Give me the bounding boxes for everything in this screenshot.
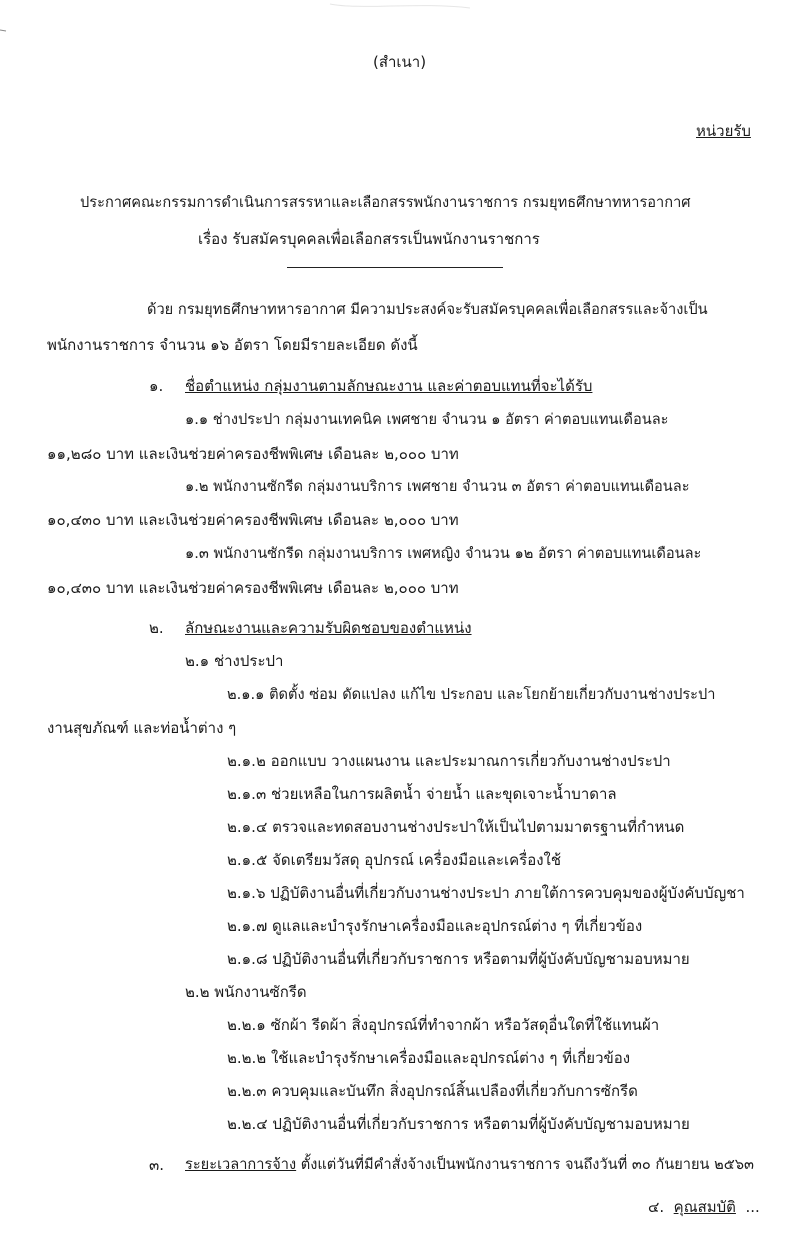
intro-line-2: พนักงานราชการ จำนวน ๑๖ อัตรา โดยมีรายละเอียด ดังนี้ bbox=[47, 336, 418, 354]
duty-2-1-1-line-2: งานสุขภัณฑ์ และท่อน้ำต่าง ๆ bbox=[47, 719, 237, 737]
section-2-number: ๒. bbox=[149, 619, 164, 637]
duty-2-2-1: ๒.๒.๑ ซักผ้า รีดผ้า สิ่งอุปกรณ์ที่ทำจากผ้า หรือวัสดุอื่นใดที่ใช้แทนผ้า bbox=[227, 1016, 660, 1034]
copy-mark: (สำเนา) bbox=[373, 53, 427, 71]
duty-2-1-3: ๒.๑.๓ ช่วยเหลือในการผลิตน้ำ จ่ายน้ำ และขุดเจาะน้ำบาดาล bbox=[227, 785, 617, 803]
section-3-number: ๓. bbox=[149, 1156, 165, 1174]
section-3-line bbox=[185, 1155, 754, 1175]
duty-2-1-6: ๒.๑.๖ ปฏิบัติงานอื่นที่เกี่ยวกับงานช่างประปา ภายใต้การควบคุมของผู้บังคับบัญชา bbox=[227, 884, 745, 902]
duty-2-2-4: ๒.๒.๔ ปฏิบัติงานอื่นที่เกี่ยวกับราชการ หรือตามที่ผู้บังคับบัญชามอบหมาย bbox=[227, 1115, 690, 1133]
duty-2-2-3: ๒.๒.๓ ควบคุมและบันทึก สิ่งอุปกรณ์สิ้นเปลืองที่เกี่ยวกับการซักรีด bbox=[227, 1082, 638, 1100]
duty-2-2-2: ๒.๒.๒ ใช้และบำรุงรักษาเครื่องมือและอุปกรณ์ต่าง ๆ ที่เกี่ยวข้อง bbox=[227, 1049, 631, 1067]
next-page-marker bbox=[648, 1197, 760, 1217]
duty-2-1-5: ๒.๑.๕ จัดเตรียมวัสดุ อุปกรณ์ เครื่องมือและเครื่องใช้ bbox=[227, 851, 562, 869]
position-1-3-line-2: ๑๐,๔๓๐ บาท และเงินช่วยค่าครองชีพพิเศษ เดือนละ ๒,๐๐๐ บาท bbox=[47, 579, 459, 597]
duty-2-1-2: ๒.๑.๒ ออกแบบ วางแผนงาน และประมาณการเกี่ยวกับงานช่างประปา bbox=[227, 752, 671, 770]
title-divider bbox=[287, 267, 503, 268]
position-1-1-line-2: ๑๑,๒๘๐ บาท และเงินช่วยค่าครองชีพพิเศษ เดือนละ ๒,๐๐๐ บาท bbox=[47, 445, 459, 463]
section-1-number: ๑. bbox=[149, 377, 164, 395]
subsection-2-2-title: ๒.๒ พนักงานซักรีด bbox=[185, 983, 307, 1001]
position-1-1-line-1: ๑.๑ ช่างประปา กลุ่มงานเทคนิค เพศชาย จำนวน ๑ อัตรา ค่าตอบแทนเดือนละ bbox=[185, 411, 669, 428]
duty-2-1-1-line-1: ๒.๑.๑ ติดตั้ง ซ่อม ดัดแปลง แก้ไข ประกอบ และโยกย้ายเกี่ยวกับงานช่างประปา bbox=[227, 686, 716, 703]
section-1-heading: ชื่อตำแหน่ง กลุ่มงานตามลักษณะงาน และค่าตอบแทนที่จะได้รับ bbox=[185, 377, 593, 395]
receiving-unit-label: หน่วยรับ bbox=[696, 122, 751, 140]
continuation-ellipsis: ... bbox=[745, 1198, 760, 1216]
section-3-heading: ระยะเวลาการจ้าง bbox=[185, 1156, 297, 1173]
duty-2-1-8: ๒.๑.๘ ปฏิบัติงานอื่นที่เกี่ยวกับราชการ หรือตามที่ผู้บังคับบัญชามอบหมาย bbox=[227, 950, 690, 968]
announcement-title: ประกาศคณะกรรมการดำเนินการสรรหาและเลือกสรรพนักงานราชการ กรมยุทธศึกษาทหารอากาศ bbox=[80, 194, 691, 211]
position-1-2-line-2: ๑๐,๔๓๐ บาท และเงินช่วยค่าครองชีพพิเศษ เดือนละ ๒,๐๐๐ บาท bbox=[47, 511, 459, 529]
announcement-subject: เรื่อง รับสมัครบุคคลเพื่อเลือกสรรเป็นพนักงานราชการ bbox=[198, 230, 540, 248]
next-section-heading: คุณสมบัติ bbox=[673, 1198, 736, 1216]
duty-2-1-4: ๒.๑.๔ ตรวจและทดสอบงานช่างประปาให้เป็นไปตามมาตรฐานที่กำหนด bbox=[227, 818, 685, 836]
duty-2-1-7: ๒.๑.๗ ดูแลและบำรุงรักษาเครื่องมือและอุปกรณ์ต่าง ๆ ที่เกี่ยวข้อง bbox=[227, 917, 643, 935]
subsection-2-1-title: ๒.๑ ช่างประปา bbox=[185, 652, 284, 670]
section-3-text: ตั้งแต่วันที่มีคำสั่งจ้างเป็นพนักงานราชการ จนถึงวันที่ ๓๐ กันยายน ๒๕๖๓ bbox=[296, 1156, 755, 1173]
next-section-number: ๔. bbox=[648, 1198, 665, 1216]
section-2-heading: ลักษณะงานและความรับผิดชอบของตำแหน่ง bbox=[185, 619, 472, 637]
intro-line-1: ด้วย กรมยุทธศึกษาทหารอากาศ มีความประสงค์จะรับสมัครบุคคลเพื่อเลือกสรรและจ้างเป็น bbox=[147, 301, 708, 318]
position-1-3-line-1: ๑.๓ พนักงานซักรีด กลุ่มงานบริการ เพศหญิง จำนวน ๑๒ อัตรา ค่าตอบแทนเดือนละ bbox=[185, 545, 702, 562]
position-1-2-line-1: ๑.๒ พนักงานซักรีด กลุ่มงานบริการ เพศชาย จำนวน ๓ อัตรา ค่าตอบแทนเดือนละ bbox=[185, 478, 690, 495]
